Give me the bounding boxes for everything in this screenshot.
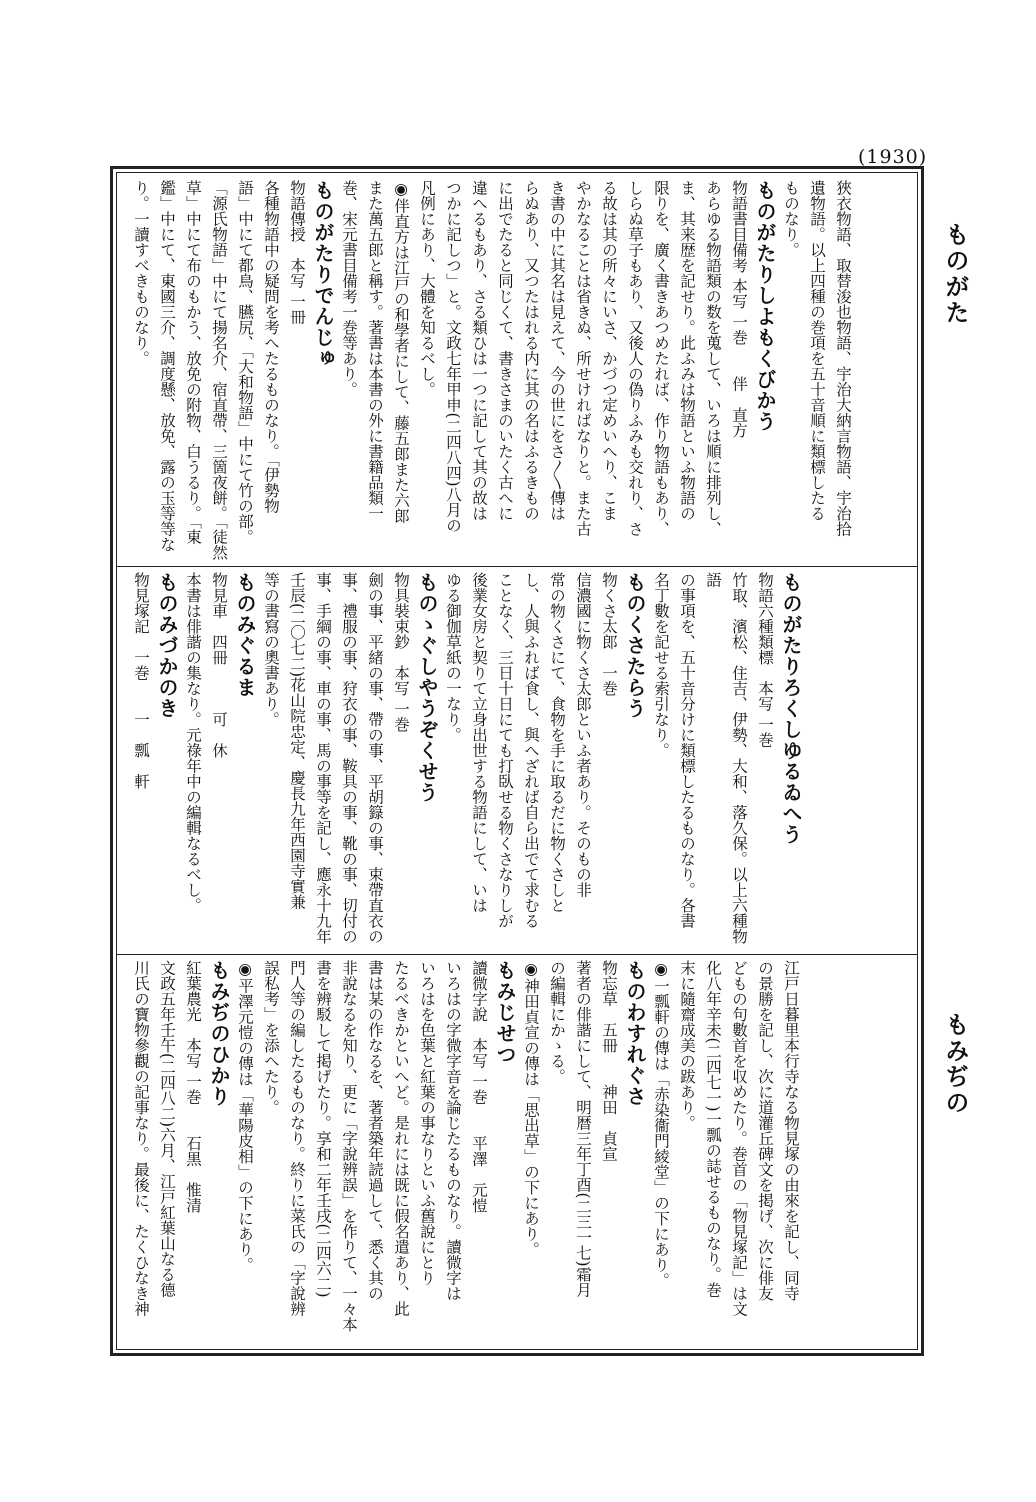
top_band-line-19: 巻、宋元書目備考一巻等あり。 [340,180,358,397]
middle_band-line-17: 事、手綱の事、車の事、馬の事等を記し、應永十九年 [314,572,332,944]
bottom_band-line-22: もみぢのひかり [207,960,231,1107]
page-number: (1930) [858,146,928,168]
middle_band-line-4: 名丁數を記せる索引なり。 [652,572,670,758]
top_band-line-3: ものがたりしよもくびかう [753,180,777,432]
top_band-line-20: ものがたりでんじゅ [311,180,335,369]
bottom_band-line-2: どもの句數首を収めたり。巻首の「物見塚記」は文 [730,960,748,1317]
middle_band-line-24: 物見塚記 一巻 一 瓢 軒 [132,572,150,789]
bottom_band-line-5: ◉一瓢軒の傳は「赤染衞門綾堂」の下にあり。 [652,960,670,1288]
bottom_band-line-21: ◉平澤元愷の傳は「華陽皮相」の下にあり。 [236,960,254,1273]
top_band-line-10: やかなることは省きぬ、所せければなりと。また古 [574,180,592,537]
top_band-line-4: 物語書目備考 本写 一巻 伴 直方 [730,180,748,438]
bottom_band-line-3: 化八年辛未(二四七一)一瓢の誌せるものなり。巻 [704,960,722,1298]
top_band-line-8: しらぬ草子もあり、又後人の偽りふみも交れり、さ [626,180,644,537]
bottom_band-line-9: の編輯にかゝる。 [548,960,566,1084]
band-divider-upper [116,566,918,567]
top_band-line-1: 遺物語。以上四種の巻項を五十音順に類標したる [808,180,826,521]
top_band-line-17: ◉伴直方は江戸の和學者にして、藤五郎また六郎 [392,180,410,524]
middle_band-line-22: 本書は俳諧の集なり。元祿年中の編輯なるべし。 [184,572,202,913]
bottom_band-line-16: 書は某の作なるを、著者築年読過して、悉く其の [366,960,384,1301]
bottom_band-line-12: 讀微字說 本写 一巻 平澤 元愷 [470,960,488,1213]
bottom_band-line-0: 江戸日暮里本行寺なる物見塚の由來を記し、同寺 [782,960,800,1301]
bottom_band-line-23: 紅葉農光 本写 一巻 石黒 惟清 [184,960,202,1213]
top_band-line-0: 狹衣物語、取替浚也物語、宇治大納言物語、宇治拾 [834,180,852,537]
top_band-line-2: ものなり。 [782,180,800,258]
top_band-line-9: る故は其の所々にいさ、かづつ定めいへり、こま [600,180,618,521]
top_band-line-11: き書の中に其名は見えて、今の世にをさ〳〵傳は [548,180,566,521]
middle_band-line-3: の事項を、五十音分けに類標したるものなり。各書 [678,572,696,929]
middle_band-line-6: 物くさ太郎 一巻 [600,572,618,696]
top_band-line-23: 語」中にて都鳥、臙尻、「大和物語」中にて竹の部。 [236,180,254,545]
bottom_band-line-14: いろはを色葉と紅葉の事なりといふ舊說にとり [418,960,436,1286]
bottom-band-text [128,960,804,1344]
top_band-line-6: ま、其来歴を記せり。此ふみは物語といふ物語の [678,180,696,521]
top-band [128,180,910,560]
bottom_band-line-6: ものわすれぐさ [623,960,647,1107]
bottom_band-line-25: 川氏の寶物參觀の記事なり。最後に、たくひなき神 [132,960,150,1317]
middle-band-text [128,572,804,952]
top_band-line-22: 各種物語中の疑問を考へたるものなり。「伊勢物 [262,180,280,514]
bottom_band-line-15: たるべきかといへど。是れには既に假名遣あり、此 [392,960,410,1317]
middle_band-line-13: ものゝぐしやうぞくせう [415,572,439,803]
top_band-line-24: 「源氏物語」中にて揚名介、宿直帶、三箇夜餅。「徒然 [210,180,228,560]
bottom-band [128,960,910,1344]
middle_band-line-2: 竹取、濱松、住吉、伊勢、大和、落久保。以上六種物語 [704,572,748,944]
band-divider-lower [116,954,918,955]
middle-band [128,572,910,952]
bottom_band-line-7: 物忘草 五冊 神田 貞宣 [600,960,618,1162]
top_band-line-13: に出でたると同じくて、書きさまのいたく古へに [496,180,514,521]
top_band-line-5: あらゆる物語類の数を蒐して、いろは順に排列し、 [704,180,722,537]
bottom_band-line-1: の景勝を記し、次に道灌丘碑文を掲げ、次に俳友 [756,960,774,1301]
top_band-line-27: り。一讀すべきものなり。 [132,180,150,366]
bottom_band-line-11: もみじせつ [493,960,517,1065]
bottom_band-line-4: 末に隨齋成美の跋あり。 [678,960,696,1131]
middle_band-line-14: 物具裝束鈔 本写 一巻 [392,572,410,732]
top_band-line-25: 草」中にて布のもかう、放免の附物、白うるり。「東 [184,180,202,545]
middle_band-line-7: 信濃國に物くさ太郎といふ者あり。そのもの非 [574,572,592,898]
top_band-line-18: また萬五郎と稱す。著書は本書の外に書籍品類一 [366,180,384,521]
bottom_band-line-20: 誤私考」を添へたり。 [262,960,280,1115]
middle_band-line-11: 後業女房と契りて立身出世する物語にして、いは [470,572,488,913]
bottom_band-line-19: 門人等の編したるものなり。終りに菜氏の「字說辨 [288,960,306,1317]
middle_band-line-0: ものがたりろくしゆるゐへう [779,572,803,845]
middle_band-line-21: 物見車 四冊 可 休 [210,572,228,758]
bottom_band-line-8: 著者の俳諧にして、明暦三年丁酉(二三一七)霜月 [574,960,592,1298]
top_band-line-21: 物語傳授 本写 一冊 [288,180,306,325]
bottom_band-line-18: 書を辨駁して掲げたり。享和二年壬戌(二四六二) [314,960,332,1298]
middle_band-line-12: ゆる御伽草紙の一なり。 [444,572,462,743]
top_band-line-12: らぬあり、又つたはれる内に其の名はふるきもの [522,180,540,521]
top-band-text [128,180,856,560]
middle_band-line-8: 常の物くさにて、食物を手に取るだに物くさしと [548,572,566,913]
bottom_band-line-17: 非說なるを知り、更に「字說辨誤」を作りて、一々本 [340,960,358,1332]
guide-word-bottom: もみぢの [941,1012,969,1116]
middle_band-line-15: 劍の事、平緒の事、帶の事、平胡籙の事、束帶直衣の [366,572,384,944]
middle_band-line-18: 壬辰(二〇七二)花山院忠定、慶長九年西園寺實兼 [288,572,306,910]
middle_band-line-1: 物語六種類標 本写 一巻 [756,572,774,748]
middle_band-line-23: ものみづかのき [155,572,179,719]
top_band-line-16: 凡例にあり、大體を知るべし。 [418,180,436,397]
middle_band-line-19: 等の書寫の奧書あり。 [262,572,280,727]
top_band-line-26: 鑑」中にて、東國三介、調度懸、放免、露の玉等等な [158,180,176,552]
top_band-line-7: 限りを、廣く書きあつめたれば、作り物語もあり、 [652,180,670,537]
middle_band-line-9: し、人與ふれば食し、與へざれば自ら出でて求むる [522,572,540,929]
bottom_band-line-10: ◉神田貞宣の傳は「思出草」の下にあり。 [522,960,540,1257]
middle_band-line-5: ものくさたらう [623,572,647,719]
top_band-line-15: つかに記しつ」と。文政七年甲申(二四八四)八月の [444,180,462,534]
middle_band-line-16: 事、禮服の事、狩衣の事、鞍具の事、靴の事、切付の [340,572,358,944]
bottom_band-line-13: いろはの字微字音を論じたるものなり。讀微字は [444,960,462,1301]
guide-word-top: ものがた [941,222,969,326]
middle_band-line-10: ことなく、三日十日にても打臥せる物くさなりしが [496,572,514,929]
bottom_band-line-24: 文政五年壬午(二四八二)六月、江戸紅葉山なる德 [158,960,176,1298]
middle_band-line-20: ものみぐるま [233,572,257,698]
top_band-line-14: 違へるもあり、さる類ひは一つに記して其の故は [470,180,488,521]
